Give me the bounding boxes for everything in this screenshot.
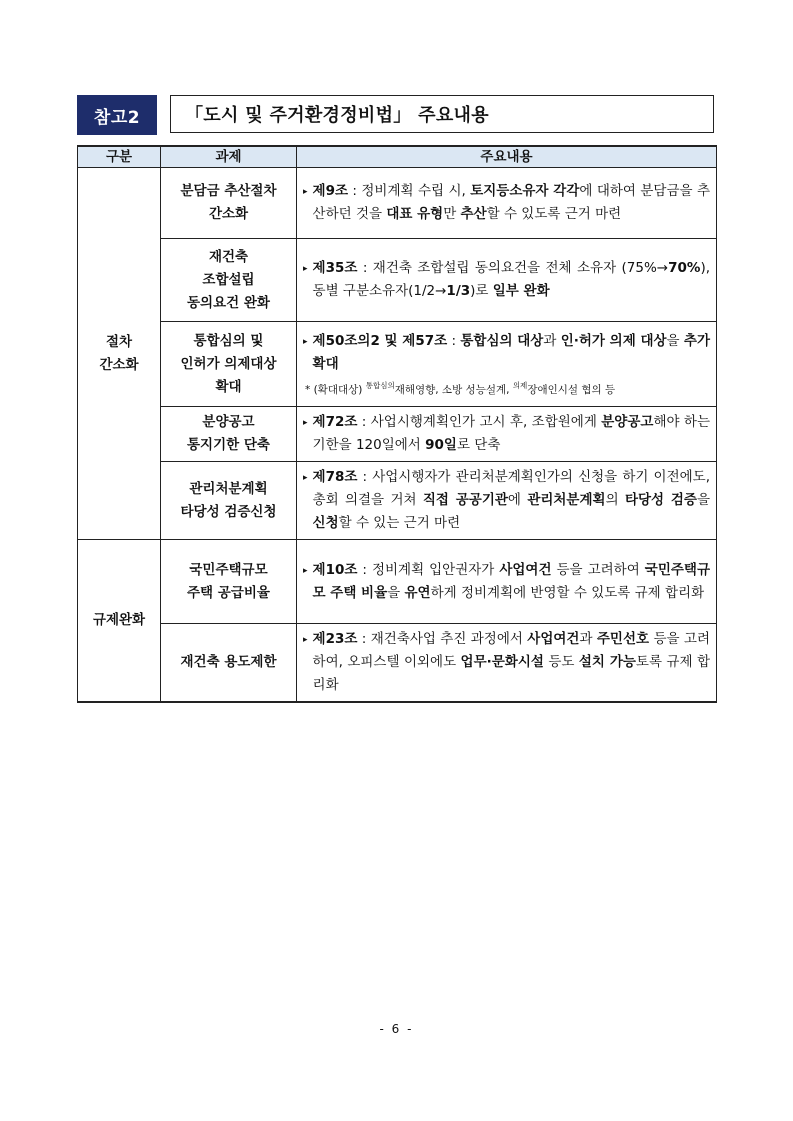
task-label: 통지기한 단축	[187, 437, 270, 453]
emphasis-text: 70%	[668, 260, 701, 276]
task-cell	[161, 322, 297, 407]
task-label: 분담금 추산절차	[180, 183, 277, 199]
content-text	[313, 411, 710, 457]
bullet-triangle-icon: ▸	[303, 187, 308, 197]
task-label: 국민주택규모	[189, 561, 268, 578]
content-text	[313, 330, 710, 376]
text-segment: : 사업시행계획인가 고시 후, 조합원에게	[357, 414, 602, 430]
emphasis-text: 업무·문화시설	[460, 654, 544, 670]
task-label: 타당성 검증신청	[180, 503, 277, 520]
text-segment: 할 수 있도록 근거 마련	[486, 206, 622, 222]
footnote-part: 통합심의	[365, 381, 395, 390]
emphasis-text: 사업여건	[527, 631, 580, 647]
task-label: 관리처분계획	[189, 480, 268, 497]
text-segment: 을	[696, 492, 710, 508]
content-text	[313, 466, 710, 535]
text-segment: 하게 정비계획에 반영할 수 있도록 규제 합리화	[430, 584, 705, 601]
task-cell	[161, 624, 297, 703]
footnote-part: 의제	[512, 381, 528, 390]
text-segment: : 정비계획 입안권자가	[357, 561, 500, 578]
task-label: 동의요건 완화	[187, 294, 270, 311]
emphasis-text: 타당성 검증	[624, 492, 697, 508]
text-segment: )로	[470, 283, 493, 299]
text-segment: : 재건축사업 추진 과정에서	[357, 631, 528, 647]
task-label: 인허가 의제대상	[180, 355, 277, 372]
emphasis-text: 제9조	[312, 183, 349, 199]
emphasis-text: 1/3	[446, 283, 471, 299]
emphasis-text: 분양공고	[601, 414, 654, 430]
text-segment: : 정비계획 수립 시,	[348, 183, 471, 199]
text-segment: 과	[579, 631, 597, 647]
content-text	[313, 559, 710, 605]
page-header	[77, 95, 716, 135]
emphasis-text: 유연	[404, 584, 431, 601]
content-cell	[297, 540, 717, 624]
content-text	[313, 180, 710, 226]
contents-table	[77, 145, 717, 703]
task-label: 조합설립	[202, 271, 255, 288]
category-label: 절차	[105, 333, 133, 350]
emphasis-text: 토지등소유자 각각	[470, 183, 580, 199]
task-label: 확대	[215, 378, 242, 395]
category-label: 규제완화	[92, 612, 146, 628]
table-body	[78, 168, 717, 703]
content-cell	[297, 407, 717, 462]
task-label: 재건축	[208, 248, 249, 265]
emphasis-text: 제50조의2 및 제57조	[312, 333, 448, 349]
table-row	[78, 407, 717, 462]
text-segment: 할 수 있는 근거 마련	[338, 515, 461, 531]
emphasis-text: 제78조	[312, 469, 358, 485]
emphasis-text: 설치 가능	[578, 654, 636, 670]
text-segment: 의	[605, 492, 625, 508]
text-segment: 등을 고려하여	[551, 561, 645, 578]
bullet-triangle-icon: ▸	[303, 635, 308, 645]
footnote-part: * (확대대상)	[305, 384, 366, 396]
content-text	[313, 257, 710, 303]
category-label: 간소화	[99, 356, 139, 373]
content-cell	[297, 462, 717, 540]
emphasis-text: 일부 완화	[492, 283, 550, 299]
task-cell	[161, 462, 297, 540]
column-header-content: 주요내용	[297, 146, 717, 168]
text-segment: ), 동별 구분소유자(1/2→	[312, 260, 710, 299]
emphasis-text: 추가 확대	[312, 333, 710, 372]
footnote-part: 재해영향, 소방 성능설계,	[394, 384, 513, 396]
emphasis-text: 제23조	[312, 631, 358, 647]
table-row	[78, 624, 717, 703]
emphasis-text: 사업여건	[499, 561, 552, 578]
category-cell	[78, 540, 161, 703]
bullet-triangle-icon: ▸	[303, 337, 308, 347]
column-header-task: 과제	[161, 146, 297, 168]
bullet-triangle-icon: ▸	[303, 264, 308, 274]
content-text	[313, 628, 710, 697]
emphasis-text: 제72조	[312, 414, 358, 430]
content-cell	[297, 239, 717, 322]
emphasis-text: 주민선호	[596, 631, 650, 647]
document-title: 「도시 및 주거환경정비법」 주요내용	[170, 95, 714, 133]
footnote	[305, 378, 710, 398]
text-segment: 해야 하는 기한을 120일에서	[312, 414, 710, 453]
content-cell	[297, 624, 717, 703]
content-cell	[297, 322, 717, 407]
text-segment: 등을 고려하여, 오피스텔 이외에도	[312, 631, 710, 670]
emphasis-text: 제35조	[312, 260, 358, 276]
table-header-row	[78, 146, 717, 168]
table-row	[78, 462, 717, 540]
emphasis-text: 국민주택규모 주택 비율	[312, 561, 710, 601]
task-cell	[161, 168, 297, 239]
text-segment: 등도	[543, 654, 579, 670]
text-segment: 과	[543, 333, 561, 349]
text-segment: 에	[507, 492, 528, 508]
text-segment: :	[447, 333, 461, 349]
content-cell	[297, 168, 717, 239]
task-cell	[161, 540, 297, 624]
task-cell	[161, 407, 297, 462]
text-segment: 로 단축	[456, 437, 501, 453]
column-header-category: 구분	[78, 146, 161, 168]
emphasis-text: 인·허가 의제 대상	[560, 333, 667, 349]
table-row	[78, 239, 717, 322]
reference-badge: 참고2	[77, 95, 157, 135]
emphasis-text: 대표 유형	[386, 206, 444, 222]
bullet-triangle-icon: ▸	[303, 418, 308, 428]
page-number: - 6 -	[379, 1022, 414, 1036]
footnote-part: 장애인시설 협의 등	[527, 384, 616, 396]
bullet-triangle-icon: ▸	[303, 565, 308, 576]
task-cell	[161, 239, 297, 322]
task-label: 분양공고	[202, 414, 255, 430]
table-row	[78, 540, 717, 624]
emphasis-text: 90일	[425, 437, 457, 453]
table-row	[78, 168, 717, 239]
text-segment: 토록 규제 합리화	[312, 654, 710, 693]
text-segment: 에 대하여 분담금을 추산하던 것을	[312, 183, 710, 222]
task-label: 통합심의 및	[193, 332, 264, 349]
text-segment: 을	[666, 333, 684, 349]
table-row	[78, 322, 717, 407]
emphasis-text: 추산	[460, 206, 487, 222]
text-segment: 만	[443, 206, 461, 222]
task-label: 간소화	[208, 206, 249, 222]
emphasis-text: 신청	[312, 515, 339, 531]
emphasis-text: 제10조	[312, 561, 358, 578]
emphasis-text: 관리처분계획	[527, 492, 606, 508]
task-label: 재건축 용도제한	[180, 654, 277, 670]
bullet-triangle-icon: ▸	[303, 473, 308, 483]
text-segment: : 사업시행자가 관리처분계획인가의 신청을 하기 이전에도, 총회 의결을 거쳐	[312, 469, 710, 508]
category-cell	[78, 168, 161, 540]
text-segment: 을	[387, 584, 405, 601]
emphasis-text: 통합심의 대상	[460, 333, 544, 349]
emphasis-text: 직접 공공기관	[422, 492, 508, 508]
task-label: 주택 공급비율	[187, 584, 270, 601]
text-segment: : 재건축 조합설립 동의요건을 전체 소유자 (75%→	[357, 260, 669, 276]
